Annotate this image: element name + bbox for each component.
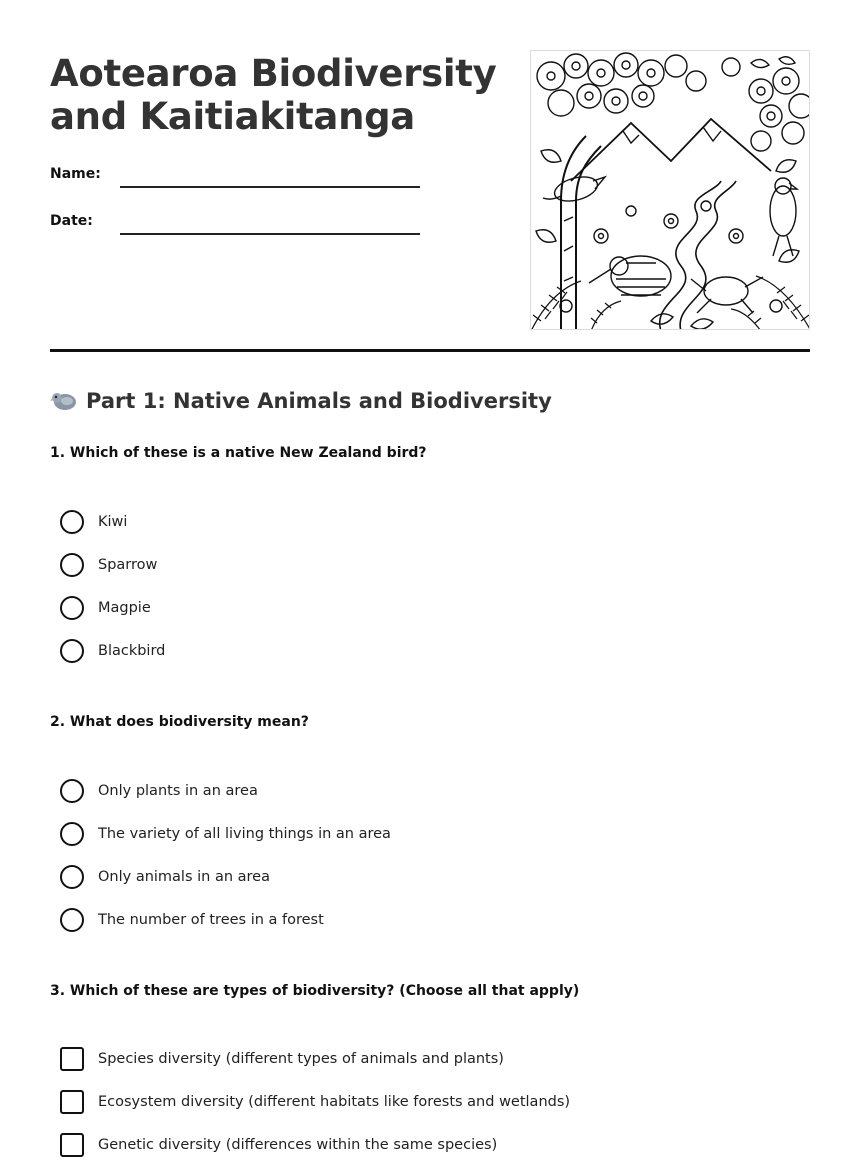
question-1-option-2[interactable]	[60, 552, 157, 578]
option-label: Kiwi	[98, 514, 128, 530]
option-label: Blackbird	[98, 643, 166, 659]
name-field[interactable]	[120, 186, 420, 188]
checkbox[interactable]	[60, 1047, 84, 1071]
option-label: Only animals in an area	[98, 869, 270, 885]
question-3-option-1[interactable]	[60, 1046, 504, 1072]
option-label: Magpie	[98, 600, 151, 616]
question-1-option-1[interactable]	[60, 509, 127, 535]
question-3-option-3[interactable]	[60, 1132, 497, 1158]
date-label: Date:	[50, 213, 93, 229]
question-3-option-2[interactable]	[60, 1089, 570, 1115]
option-label: The variety of all living things in an area	[98, 826, 391, 842]
date-field[interactable]	[120, 233, 420, 235]
checkbox[interactable]	[60, 1133, 84, 1157]
radio-button[interactable]	[60, 596, 84, 620]
section-1-title: Part 1: Native Animals and Biodiversity	[86, 389, 552, 413]
name-label: Name:	[50, 166, 101, 182]
question-1-option-3[interactable]	[60, 595, 151, 621]
radio-button[interactable]	[60, 779, 84, 803]
title-line-1: Aotearoa Biodiversity	[50, 52, 497, 95]
section-1-heading	[50, 389, 552, 413]
radio-button[interactable]	[60, 553, 84, 577]
option-label: Ecosystem diversity (different habitats like forests and wetlands)	[98, 1094, 571, 1110]
option-label: Only plants in an area	[98, 783, 258, 799]
kiwi-bird-icon	[50, 389, 78, 413]
radio-button[interactable]	[60, 510, 84, 534]
question-3: 3. Which of these are types of biodiversity? (Choose all that apply)	[50, 983, 580, 999]
checkbox[interactable]	[60, 1090, 84, 1114]
option-label: Species diversity (different types of animals and plants)	[98, 1051, 504, 1067]
header-divider	[50, 349, 810, 352]
worksheet-title	[50, 52, 510, 138]
option-label: Genetic diversity (differences within the same species)	[98, 1137, 498, 1153]
question-1-option-4[interactable]	[60, 638, 165, 664]
radio-button[interactable]	[60, 908, 84, 932]
radio-button[interactable]	[60, 639, 84, 663]
question-2-option-1[interactable]	[60, 778, 258, 804]
question-2-option-4[interactable]	[60, 907, 324, 933]
question-2: 2. What does biodiversity mean?	[50, 714, 309, 730]
option-label: Sparrow	[98, 557, 158, 573]
radio-button[interactable]	[60, 822, 84, 846]
radio-button[interactable]	[60, 865, 84, 889]
question-2-option-2[interactable]	[60, 821, 391, 847]
biodiversity-illustration	[530, 50, 810, 330]
option-label: The number of trees in a forest	[98, 912, 324, 928]
question-1: 1. Which of these is a native New Zealand bird?	[50, 445, 427, 461]
title-line-2: and Kaitiakitanga	[50, 95, 415, 138]
question-2-option-3[interactable]	[60, 864, 270, 890]
